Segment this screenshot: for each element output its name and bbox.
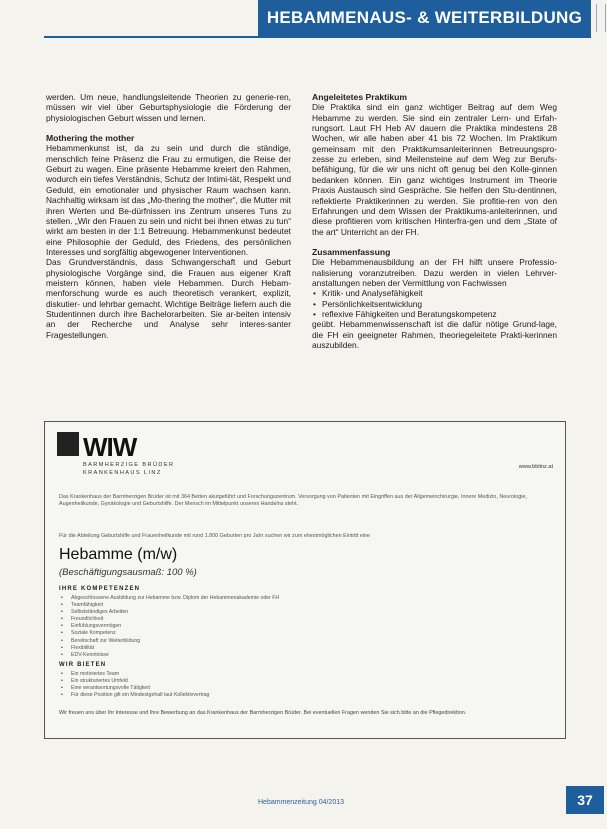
list-item: • Eine verantwortungsvolle Tätigkeit bbox=[71, 685, 551, 692]
job-advertisement bbox=[44, 421, 566, 739]
org-name-line-1: BARMHERZIGE BRÜDER bbox=[83, 462, 175, 468]
website-link[interactable]: www.bblinz.at bbox=[518, 464, 553, 470]
page-number bbox=[566, 786, 604, 814]
section-title: HEBAMMENAUS- & WEITERBILDUNG bbox=[266, 8, 583, 27]
bullet-item: • reflexive Fähigkeiten und Beratungskompetenz bbox=[322, 309, 557, 319]
paragraph: Hebammenkunst ist, da zu sein und durch die ständige, menschlich feine Präsenz die Frau zu ermutigen, die Reise der Geburt zu wagen. Eine präsente Hebamme kreiert den Rahmen, wodurch ein tiefes Verständnis, Schutz der Intimi-tät, Respekt und Geduld, ein emotionaler und physischer Raum wachsen kann. Nachhaltig wirksam ist das „Mo-thering the mother“, die Mutter mit ihren Werten und Be-dürfnissen ins Zentrum unseres Tuns zu stellen. „Wir den Frauen zu sein und nicht bei ihnen etwas zu tun“ wirkt am besten in der 1:1 Betreuung. Hebammenkunst bedeutet eine Philosophie der Geduld, des Friedens, des persönlichen Interesses und sorgfältig abgewogener Interventionen. bbox=[46, 143, 291, 257]
paragraph-gap bbox=[46, 123, 291, 133]
list-item: • EDV-Kenntnisse bbox=[71, 652, 551, 659]
bullet-list bbox=[312, 288, 557, 319]
job-hours: (Beschäftigungsausmaß: 100 %) bbox=[59, 567, 197, 578]
ad-closing: Wir freuen uns über Ihr Interesse und Ihre Bewerbung an das Krankenhaus der Barmherzigen Brüder. Bei eventuellen Fragen wenden Sie sich bitte an die Pflegedirektion. bbox=[59, 710, 467, 716]
list-item: • Teamfähigkeit bbox=[71, 602, 551, 609]
competencies-list bbox=[59, 595, 551, 659]
section-heading: Mothering the mother bbox=[46, 133, 135, 144]
section-heading: Zusammenfassung bbox=[312, 246, 391, 257]
header-divider bbox=[44, 36, 591, 38]
article-right-column bbox=[312, 92, 557, 350]
list-item: • Für diese Position gilt ein Mindestgehalt laut Kollektivvertrag bbox=[71, 692, 551, 699]
section-header bbox=[258, 0, 591, 36]
page-edge-mark bbox=[596, 4, 606, 32]
section-heading: Angeleitetes Praktikum bbox=[312, 92, 408, 102]
bullet-item: • Persönlichkeitsentwicklung bbox=[322, 299, 557, 309]
paragraph: Das Grundverständnis, dass Schwangerschaft und Geburt physiologische Vorgänge sind, die Frauen aus eigener Kraft meistern können, haben viele Hebammen. Durch Hebam-menforschung wurde es auch theoretisch verankert, explizit, diskutier- und lehrbar gemacht. Wichtige Beiträge liefern auch die Studentinnen durch ihre Bachelorarbeiten. Sie ar-beiten intensiv an der Recherche und Analyse sehr interes-santer Fragestellungen. bbox=[46, 257, 291, 340]
article-left-column bbox=[46, 92, 291, 340]
ad-note: Für die Abteilung Geburtshilfe und Frauenheilkunde mit rund 1.800 Geburten pro Jahr suchen wir zum ehestmöglichen Eintritt eine bbox=[59, 533, 371, 539]
paragraph: werden. Um neue, handlungsleitende Theorien zu generie-ren, müssen wir viel über Geburtsphysiologie die Förderung der physiologischen Geburt wissen und lernen. bbox=[46, 92, 291, 123]
paragraph: Die Praktika sind ein ganz wichtiger Beitrag auf dem Weg Hebamme zu werden. Sie sind ein zentraler Lern- und Erfah-rungsort. Laut FH Heb AV dauern die Praktika mindestens 28 Wochen, wir alle haben aber 41 bis 72 Wochen. Im Praktikum gemeinsam mit den Praktikumsanleiterinnen Betreuungspro-zesse zu erleben, sind Meilensteine auf dem Weg zur Berufs-befähigung, für die wir uns nicht oft genug bei den Kolle-ginnen bedanken können. Ein ganz wichtiges Instrument im Theorie Praxis Austausch sind Gespräche. Sie helfen den Stu-dentinnen, reflektierte Praktikerinnen zu werden. Sie profitie-ren von den Erfahrungen und dem Wissen der Praktikums-anleiterinnen, und diese profitieren vom kritischen Hinterfra-gen und dem „State of the art“ Unterricht an der FH. bbox=[312, 102, 557, 237]
list-item: • Freundlichkeit bbox=[71, 616, 551, 623]
job-title: Hebamme (m/w) bbox=[59, 546, 178, 563]
list-item: • Abgeschlossene Ausbildung zur Hebamme bzw. Diplom der Hebammenakademie oder FH bbox=[71, 595, 551, 602]
ad-intro: Das Krankenhaus der Barmherzigen Brüder ist mit 364 Betten akutgeführt und Forschungszentrum. Versorgung von Patienten mit Eingriffen aus der Allgemeinchirurgie, Innere Medizin, Neurologie, Augenheilkunde, Gynäkologie und Geburtshilfe. Der Mensch im Mittelpunkt unseres Handelns steht. bbox=[59, 494, 527, 508]
offers-list bbox=[59, 671, 551, 699]
bullet-item: • Kritik- und Analysefähigkeit bbox=[322, 288, 557, 298]
list-item: • Selbstständiges Arbeiten bbox=[71, 609, 551, 616]
list-item: • Ein strukturiertes Umfeld bbox=[71, 678, 551, 685]
list-item: • Flexibilität bbox=[71, 645, 551, 652]
page-number-text: 37 bbox=[577, 792, 593, 808]
list-item: • Soziale Kompetenz bbox=[71, 630, 551, 637]
list-item: • Einfühlungsvermögen bbox=[71, 623, 551, 630]
paragraph-gap bbox=[312, 237, 557, 247]
logo-text: WIW bbox=[83, 432, 137, 462]
competencies-heading: IHRE KOMPETENZEN bbox=[59, 586, 141, 592]
list-item: • Bereitschaft zur Weiterbildung bbox=[71, 638, 551, 645]
paragraph: geübt. Hebammenwissenschaft ist die dafür nötige Grund-lage, die FH ein geeigneter Rahmen, theoriegeleitete Prakti-kerinnen auszubilden. bbox=[312, 319, 557, 351]
org-name-line-2: KRANKENHAUS LINZ bbox=[83, 470, 162, 476]
list-item: • Ein motiviertes Team bbox=[71, 671, 551, 678]
paragraph: Die Hebammenausbildung an der FH hilft unsere Professio-nalisierung voranzutreiben. Dazu werden in vielen Lehrver-anstaltungen neben der Vermittlung von Fachwissen bbox=[312, 257, 557, 288]
offers-heading: WIR BIETEN bbox=[59, 662, 107, 668]
magazine-footer: Hebammenzeitung 04/2013 bbox=[258, 799, 345, 806]
logo-mark bbox=[57, 432, 79, 456]
